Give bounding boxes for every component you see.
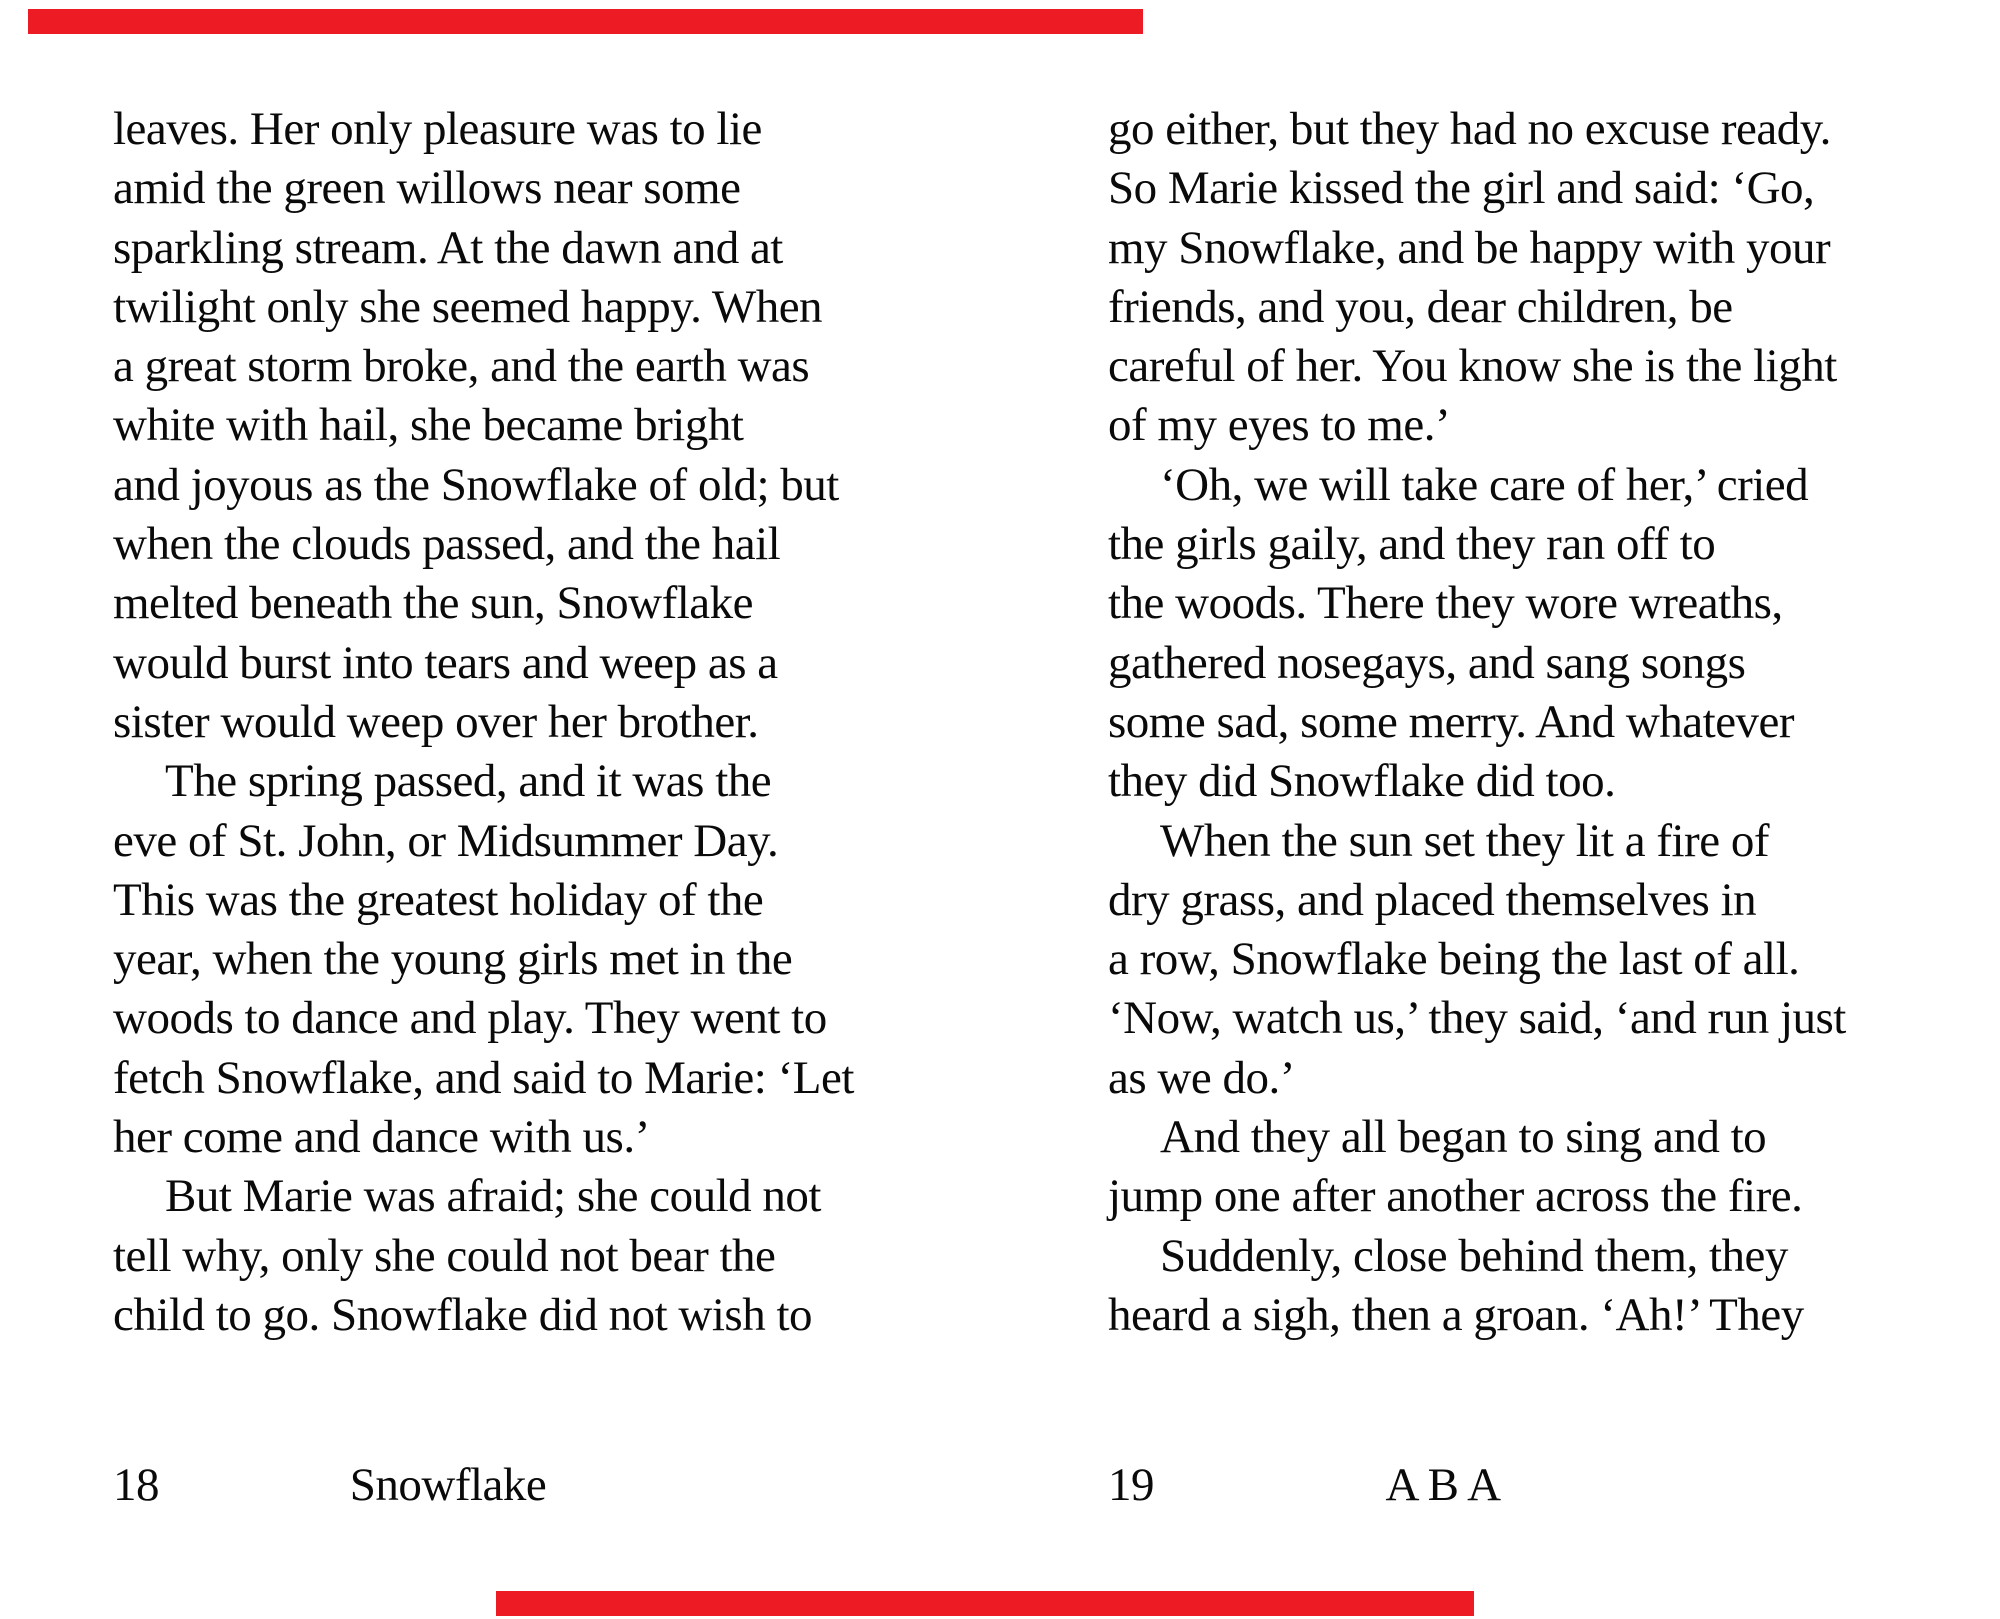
text-line: tell why, only she could not bear the [113, 1229, 776, 1282]
text-line: some sad, some merry. And whatever [1108, 695, 1795, 748]
left-running-head: Snowflake [349, 1459, 547, 1511]
text-line: and joyous as the Snowflake of old; but [113, 458, 839, 511]
text-line: her come and dance with us.’ [113, 1111, 650, 1164]
text-line: So Marie kissed the girl and said: ‘Go, [1108, 162, 1815, 215]
text-line: as we do.’ [1108, 1051, 1295, 1104]
text-line: ‘Oh, we will take care of her,’ cried [1160, 458, 1809, 511]
text-line: the girls gaily, and they ran off to [1108, 518, 1716, 571]
text-line: go either, but they had no excuse ready. [1108, 103, 1831, 155]
text-line: friends, and you, dear children, be [1108, 280, 1733, 333]
text-line: sparkling stream. At the dawn and at [113, 221, 783, 274]
text-line: leaves. Her only pleasure was to lie [113, 103, 762, 155]
text-line: ‘Now, watch us,’ they said, ‘and run just [1108, 992, 1846, 1045]
text-line: amid the green willows near some [113, 162, 741, 215]
right-page-footer [1108, 1458, 1943, 1513]
text-line: sister would weep over her brother. [113, 695, 759, 748]
text-line: The spring passed, and it was the [165, 755, 772, 808]
bottom-red-bar [496, 1591, 1474, 1616]
text-line: year, when the young girls met in the [113, 933, 793, 986]
text-line: heard a sigh, then a groan. ‘Ah!’ They [1108, 1288, 1804, 1341]
text-line: child to go. Snowflake did not wish to [113, 1288, 813, 1341]
text-line: But Marie was afraid; she could not [165, 1170, 821, 1223]
left-page-footer [113, 1458, 948, 1513]
text-line: white with hail, she became bright [113, 399, 744, 452]
right-page-text [1108, 100, 1943, 1345]
text-line: When the sun set they lit a fire of [1160, 814, 1769, 867]
text-line: when the clouds passed, and the hail [113, 518, 781, 571]
text-line: a great storm broke, and the earth was [113, 340, 810, 393]
text-line: dry grass, and placed themselves in [1108, 873, 1757, 926]
text-line: they did Snowflake did too. [1108, 755, 1616, 808]
text-line: Suddenly, close behind them, they [1160, 1229, 1788, 1282]
text-line: would burst into tears and weep as a [113, 636, 778, 689]
text-line: of my eyes to me.’ [1108, 399, 1451, 452]
text-line: melted beneath the sun, Snowflake [113, 577, 754, 630]
left-page-text [113, 100, 948, 1345]
text-line: eve of St. John, or Midsummer Day. [113, 814, 779, 867]
text-line: This was the greatest holiday of the [113, 873, 764, 926]
text-line: the woods. There they wore wreaths, [1108, 577, 1783, 630]
right-running-head: A B A [1385, 1459, 1501, 1511]
left-page-number: 18 [113, 1459, 159, 1511]
text-line: careful of her. You know she is the light [1108, 340, 1837, 393]
text-line: twilight only she seemed happy. When [113, 280, 823, 333]
text-line: And they all began to sing and to [1160, 1111, 1767, 1164]
text-line: gathered nosegays, and sang songs [1108, 636, 1746, 689]
text-line: my Snowflake, and be happy with your [1108, 221, 1831, 274]
text-line: a row, Snowflake being the last of all. [1108, 933, 1800, 986]
top-red-bar [28, 9, 1143, 34]
right-page-number: 19 [1108, 1459, 1154, 1511]
text-line: jump one after another across the fire. [1108, 1170, 1803, 1223]
text-line: fetch Snowflake, and said to Marie: ‘Let [113, 1051, 854, 1104]
text-line: woods to dance and play. They went to [113, 992, 827, 1045]
